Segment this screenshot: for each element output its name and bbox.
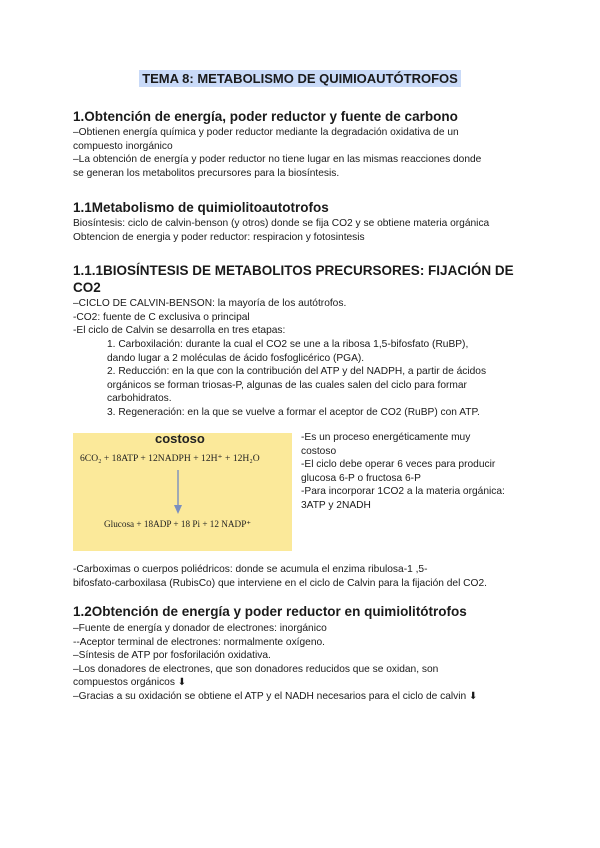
text-line: –Los donadores de electrones, que son donadores reducidos que se oxidan, son: [73, 663, 439, 675]
figure-side-notes: [301, 431, 541, 513]
down-arrow-icon: ⬇: [177, 677, 187, 689]
note-line: costoso: [301, 445, 337, 457]
figure-label: costoso: [155, 431, 205, 446]
text-line: -El ciclo de Calvin se desarrolla en tres etapas:: [73, 325, 286, 337]
text-line: -Carboximas o cuerpos poliédricos: donde se acumula el enzima ribulosa-1 ,5-: [73, 564, 428, 575]
text-line: bifosfato-carboxilasa (RubisCo) que interviene en el ciclo de Calvin para la fijación del CO2.: [73, 577, 487, 589]
down-arrow-icon: ⬇: [469, 690, 478, 702]
section-1-1-1-heading: [73, 262, 533, 296]
note-line: -Es un proceso energéticamente muy: [301, 432, 471, 443]
text-fragment: compuestos orgánicos: [73, 677, 175, 689]
note-line: glucosa 6-P o fructosa 6-P: [301, 472, 421, 484]
note-line: 3ATP y 2NADH: [301, 499, 371, 511]
section-1-2-text: [73, 622, 533, 704]
heading-line: CO2: [73, 280, 101, 295]
section-1-1-heading: 1.1Metabolismo de quimiolitoautotrofos: [73, 200, 329, 215]
heading-line: 1.1.1BIOSÍNTESIS DE METABOLITOS PRECURSORES: FIJACIÓN DE: [73, 263, 514, 278]
text-line: –La obtención de energía y poder reductor no tiene lugar en las mismas reacciones donde: [73, 154, 482, 166]
calvin-equation-figure: [73, 433, 292, 551]
text-line: Biosíntesis: ciclo de calvin-benson (y otros) donde se fija CO2 y se obtiene materia orgánica: [73, 218, 490, 229]
step-line: 3. Regeneración: en la que se vuelve a formar el aceptor de CO2 (RuBP) con ATP.: [107, 406, 480, 418]
text-line: -CO2: fuente de C exclusiva o principal: [73, 311, 250, 323]
text-line: [73, 690, 533, 704]
text-fragment: –Gracias a su oxidación se obtiene el ATP y el NADH necesarios para el ciclo de calvin: [73, 690, 467, 702]
section-1-heading: 1.Obtención de energía, poder reductor y fuente de carbono: [73, 109, 458, 124]
step-line: 2. Reducción: en la que con la contribución del ATP y del NADPH, a partir de ácidos: [107, 366, 487, 378]
step-line: orgánicos se forman triosas-P, algunas de las cuales salen del ciclo para formar: [107, 379, 467, 391]
text-line: se generan los metabolitos precursores para la biosíntesis.: [73, 167, 340, 179]
section-1-text: [73, 126, 533, 180]
calvin-steps: [107, 338, 527, 420]
section-1-1-text: [73, 217, 533, 244]
down-arrow-icon: [172, 469, 184, 515]
text-line: --Aceptor terminal de electrones: normalmente oxígeno.: [73, 636, 325, 648]
step-line: dando lugar a 2 moléculas de ácido fosfoglicérico (PGA).: [107, 352, 365, 364]
text-line: –Obtienen energía química y poder reductor mediante la degradación oxidativa de un: [73, 127, 459, 138]
text-line: –Síntesis de ATP por fosforilación oxidativa.: [73, 650, 271, 662]
note-line: -El ciclo debe operar 6 veces para producir: [301, 459, 496, 471]
text-line: Obtencion de energia y poder reductor: respiracion y fotosintesis: [73, 231, 365, 243]
equation-products: Glucosa + 18ADP + 18 Pi + 12 NADP⁺: [104, 519, 252, 529]
step-line: 1. Carboxilación: durante la cual el CO2 se une a la ribosa 1,5-bifosfato (RuBP),: [107, 339, 469, 350]
text-line: compuesto inorgánico: [73, 140, 173, 152]
note-line: -Para incorporar 1CO2 a la materia orgánica:: [301, 486, 505, 498]
text-line: [73, 676, 533, 690]
step-line: carbohidratos.: [107, 393, 172, 405]
section-1-2-heading: 1.2Obtención de energía y poder reductor en quimiolitótrofos: [73, 604, 467, 619]
carboxisomes-text: [73, 563, 533, 590]
section-1-1-1-text: [73, 297, 533, 338]
text-line: –Fuente de energía y donador de electrones: inorgánico: [73, 623, 327, 634]
text-line: –CICLO DE CALVIN-BENSON: la mayoría de los autótrofos.: [73, 298, 347, 309]
page-title: TEMA 8: METABOLISMO DE QUIMIOAUTÓTROFOS: [139, 70, 461, 87]
equation-reactants: 6CO₂ + 18ATP + 12NADPH + 12H⁺ + 12H₂O: [80, 453, 260, 464]
